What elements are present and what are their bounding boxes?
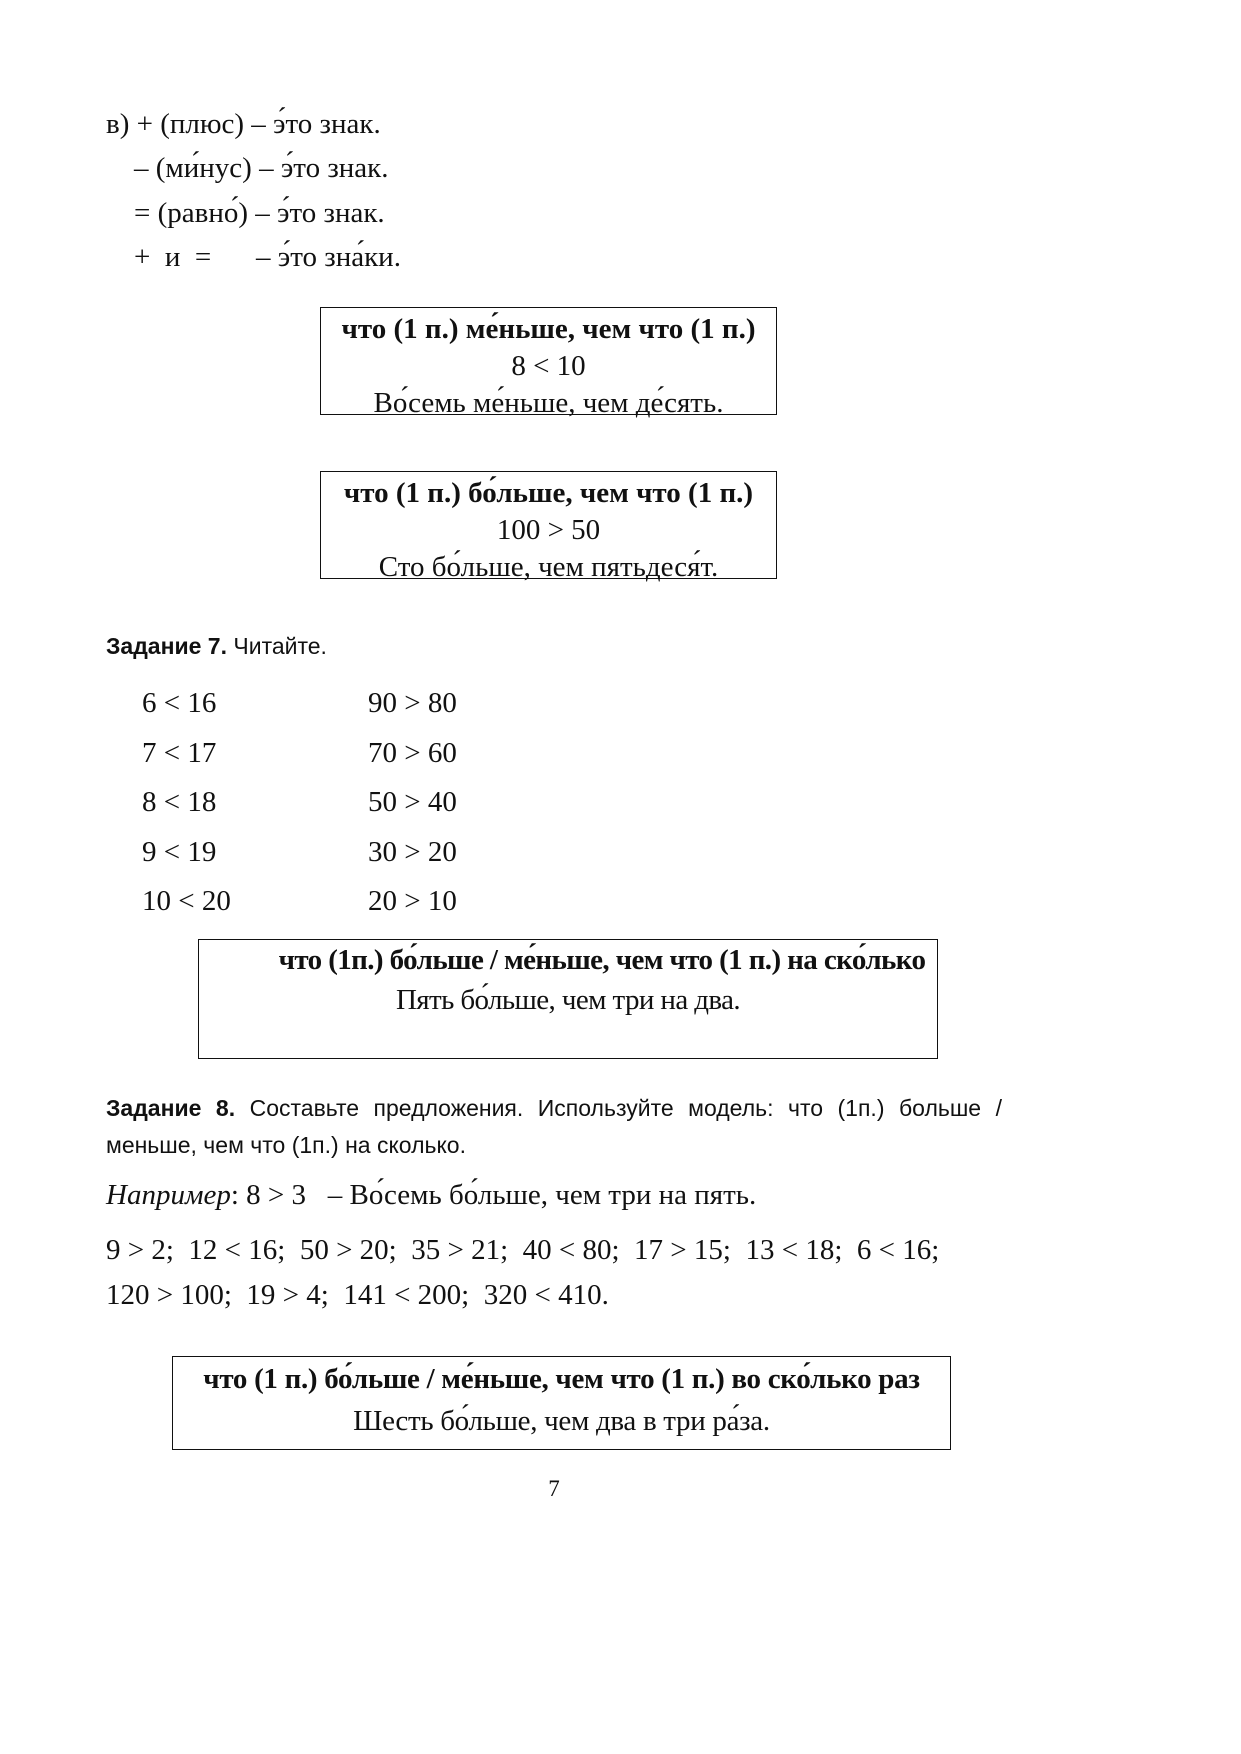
task7-right-item: 20 > 10 — [368, 885, 457, 917]
rule-box-difference-sentence: Пять бо́льше, чем три на два. — [395, 984, 741, 1016]
task8-items-line2: 120 > 100; 19 > 4; 141 < 200; 320 < 410. — [106, 1279, 609, 1311]
sign-minus-line: – (ми́нус) – э́то знак. — [134, 152, 389, 184]
sign-plus-line — [106, 106, 381, 142]
task7-heading — [106, 628, 327, 664]
task7-right-column — [368, 683, 457, 931]
task7-text: Читайте. — [233, 633, 327, 659]
rule-box-less — [320, 307, 777, 419]
signs-plural-line — [134, 239, 401, 275]
item-prefix: в) — [106, 108, 130, 140]
sign-plus-text: + (плюс) – э́то знак. — [136, 108, 381, 140]
rule-box-times-sentence: Шесть бо́льше, чем два в три ра́за. — [353, 1405, 770, 1437]
task7-label: Задание 7. — [106, 633, 227, 659]
task7-left-item: 9 < 19 — [142, 835, 217, 868]
rule-box-times-head: что (1 п.) бо́льше / ме́ньше, чем что (1 п.) во ско́лько раз — [203, 1363, 920, 1395]
signs-plural-text: – э́то зна́ки. — [256, 241, 401, 273]
rule-box-difference-head: что (1п.) бо́льше / ме́ньше, чем что (1 п.) на ско́лько — [278, 944, 926, 976]
task7-left-column — [142, 683, 231, 931]
task7-right-item: 50 > 40 — [368, 786, 457, 818]
sign-equals-line: = (равно́) – э́то знак. — [134, 197, 385, 229]
rule-box-less-sentence: Во́семь ме́ньше, чем де́сять. — [373, 387, 724, 419]
task8-text-line1: Составьте предложения. Используйте модель: что (1п.) больше / — [249, 1095, 1002, 1121]
task7-left-item: 6 < 16 — [142, 687, 217, 719]
task8-example-label: Например — [106, 1179, 231, 1211]
rule-box-difference — [198, 939, 938, 1059]
rule-box-greater-sentence: Сто бо́льше, чем пятьдеся́т. — [378, 551, 719, 583]
signs-symbols: + и = — [134, 241, 212, 273]
task8-items-line1: 9 > 2; 12 < 16; 50 > 20; 35 > 21; 40 < 80; 17 > 15; 13 < 18; 6 < 16; — [106, 1234, 940, 1266]
rule-box-greater-head: что (1 п.) бо́льше, чем что (1 п.) — [343, 477, 754, 509]
task8-instructions — [106, 1090, 1002, 1164]
rule-box-greater — [320, 471, 777, 583]
rule-box-less-head: что (1 п.) ме́ньше, чем что (1 п.) — [341, 313, 756, 345]
task7-right-item: 70 > 60 — [368, 736, 457, 769]
task8-example-text: : 8 > 3 – Во́семь бо́льше, чем три на пять. — [230, 1179, 757, 1211]
task8-label: Задание 8. — [106, 1095, 236, 1121]
task8-example — [106, 1177, 756, 1213]
task7-left-item: 8 < 18 — [142, 786, 217, 818]
task7-left-item: 10 < 20 — [142, 885, 231, 917]
page-number: 7 — [548, 1476, 560, 1501]
rule-box-greater-formula: 100 > 50 — [496, 514, 601, 546]
rule-box-times — [172, 1356, 951, 1450]
task7-right-item: 90 > 80 — [368, 687, 457, 719]
task7-right-item: 30 > 20 — [368, 835, 457, 868]
rule-box-less-formula: 8 < 10 — [511, 350, 586, 382]
task7-left-item: 7 < 17 — [142, 736, 217, 769]
task8-line1 — [106, 1090, 1002, 1127]
task8-text-line2: меньше, чем что (1п.) на сколько. — [106, 1132, 466, 1158]
